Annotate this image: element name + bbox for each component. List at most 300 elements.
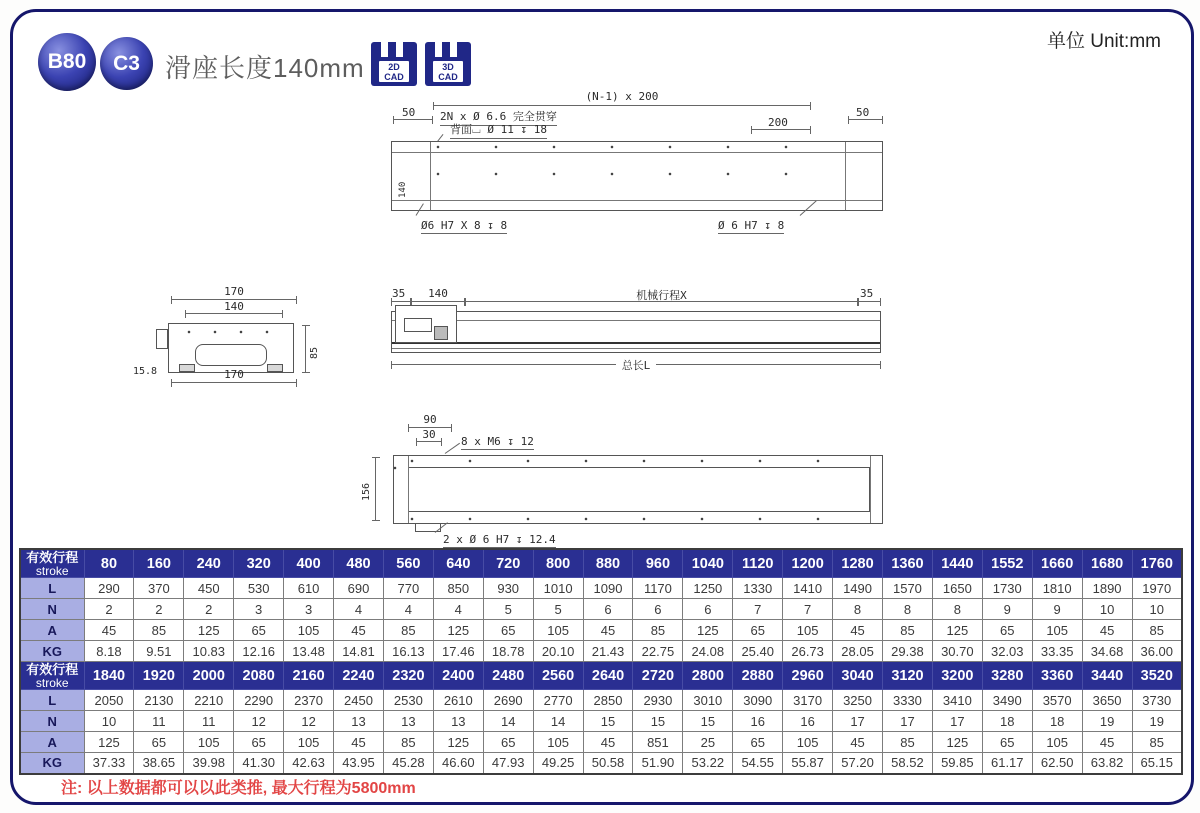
hole-pattern [436,172,842,176]
table-cell: 16 [783,711,833,732]
hole-pattern [410,459,868,463]
dimension-line [858,301,881,302]
cad-disk-icon [425,42,471,86]
table-cell: 37.33 [84,753,134,774]
table-cell: 28.05 [833,641,883,662]
table-cell: 125 [932,620,982,641]
dim-35-right: 35 [860,287,874,300]
table-cell: 3010 [683,690,733,711]
table-cell: 85 [1132,732,1182,753]
table-cell: 85 [883,620,933,641]
table-cell: 59.85 [932,753,982,774]
table-cell: 61.17 [982,753,1032,774]
dim-35-left: 35 [392,287,406,300]
table-cell: 105 [533,620,583,641]
table-cell: 2530 [383,690,433,711]
tap-label: 8 x M6 ↧ 12 [461,435,534,448]
table-cell: 10 [1082,599,1132,620]
dim-50-right: 50 [856,106,870,119]
table-cell: 17 [833,711,883,732]
table-cell: 10 [84,711,134,732]
table-cell: 25.40 [733,641,783,662]
dim-156: 156 [361,482,372,501]
stroke-value-cell: 2080 [234,662,284,690]
table-cell: 65 [234,732,284,753]
table-cell: 18.78 [483,641,533,662]
table-cell: 65 [134,732,184,753]
table-cell: 851 [633,732,683,753]
table-cell: 7 [783,599,833,620]
page-border [10,9,1194,805]
table-cell: 51.90 [633,753,683,774]
hole-note-line2: 背面⌴ Ø 11 ↧ 18 [450,121,547,139]
stroke-value-cell: 720 [483,549,533,578]
table-cell: 2690 [483,690,533,711]
table-cell: 3090 [733,690,783,711]
stroke-value-cell: 2880 [733,662,783,690]
table-cell: 85 [383,732,433,753]
table-cell: 10 [1132,599,1182,620]
table-cell: 85 [633,620,683,641]
type-badge-label: C3 [113,51,140,75]
table-cell: 105 [533,732,583,753]
table-cell: 45 [833,620,883,641]
dim-30: 30 [422,428,436,441]
table-cell: 2 [134,599,184,620]
table-cell: 17 [883,711,933,732]
dim-200: 200 [768,116,788,129]
stroke-header-cell: 有效行程 stroke [20,662,84,690]
table-cell: 24.08 [683,641,733,662]
table-cell: 1970 [1132,578,1182,599]
stroke-value-cell: 2400 [433,662,483,690]
table-cell: 45 [1082,732,1132,753]
table-cell: 530 [234,578,284,599]
table-cell: 12 [234,711,284,732]
table-cell: 450 [184,578,234,599]
rail-body [391,311,881,353]
cad-2d-line2: CAD [384,71,404,82]
model-badge-label: B80 [47,50,87,73]
stroke-dimension-label: 机械行程X [636,289,687,302]
stroke-value-cell: 160 [134,549,184,578]
stroke-value-cell: 3360 [1032,662,1082,690]
table-cell: 1890 [1082,578,1132,599]
stroke-value-cell: 960 [633,549,683,578]
stroke-value-cell: 2960 [783,662,833,690]
table-cell: 85 [134,620,184,641]
dim-carriage: 140 [428,287,448,300]
table-cell: 8 [833,599,883,620]
drawing-bottom-view [353,411,903,546]
table-cell: 65 [733,620,783,641]
stroke-value-cell: 1440 [932,549,982,578]
stroke-value-cell: 1280 [833,549,883,578]
stroke-value-cell: 640 [433,549,483,578]
table-cell: 105 [284,732,334,753]
table-cell: 9.51 [134,641,184,662]
stroke-value-cell: 880 [583,549,633,578]
stroke-value-cell: 1040 [683,549,733,578]
pin-label: 2 x Ø 6 H7 ↧ 12.4 [443,533,556,546]
table-cell: 2370 [284,690,334,711]
stroke-value-cell: 3040 [833,662,883,690]
table-cell: 610 [284,578,334,599]
unit-label: 单位 Unit:mm [1046,31,1161,52]
table-cell: 3730 [1132,690,1182,711]
stroke-header-cell: 有效行程 stroke [20,549,84,578]
table-cell: 3330 [883,690,933,711]
hole-pattern [436,145,842,149]
table-cell: 13 [383,711,433,732]
stroke-value-cell: 1552 [982,549,1032,578]
table-cell: 2 [184,599,234,620]
stroke-value-cell: 1120 [733,549,783,578]
table-cell: 45 [1082,620,1132,641]
dimension-line [185,313,283,314]
table-cell: 7 [733,599,783,620]
table-cell: 770 [383,578,433,599]
table-cell: 125 [433,732,483,753]
row-label-cell: KG [20,753,84,774]
hole-pattern [187,330,275,334]
table-cell: 49.25 [533,753,583,774]
dimension-line [375,457,376,521]
table-cell: 1730 [982,578,1032,599]
table-cell: 6 [683,599,733,620]
table-cell: 22.75 [633,641,683,662]
row-label-cell: A [20,620,84,641]
dim-50-left: 50 [402,106,416,119]
table-cell: 47.93 [483,753,533,774]
stroke-value-cell: 2480 [483,662,533,690]
table-cell: 41.30 [234,753,284,774]
table-cell: 2050 [84,690,134,711]
carriage-block [395,305,457,343]
table-cell: 85 [883,732,933,753]
dim-90: 90 [423,413,437,426]
dimension-line [171,382,297,383]
table-cell: 18 [982,711,1032,732]
stroke-value-cell: 400 [284,549,334,578]
table-cell: 2210 [184,690,234,711]
table-cell: 45 [334,620,384,641]
table-cell: 105 [783,620,833,641]
drawing-cross-section [133,278,333,403]
table-cell: 10.83 [184,641,234,662]
table-cell: 65 [483,732,533,753]
table-cell: 85 [383,620,433,641]
table-cell: 125 [932,732,982,753]
table-cell: 65 [982,732,1032,753]
table-cell: 32.03 [982,641,1032,662]
table-cell: 25 [683,732,733,753]
table-cell: 30.70 [932,641,982,662]
table-cell: 14 [533,711,583,732]
table-cell: 290 [84,578,134,599]
table-cell: 65 [733,732,783,753]
cad-3d-line1: 3D [442,61,454,72]
carriage-body [168,323,294,373]
table-cell: 105 [184,732,234,753]
stroke-value-cell: 1840 [84,662,134,690]
table-cell: 105 [1032,732,1082,753]
stroke-value-cell: 560 [383,549,433,578]
stroke-value-cell: 800 [533,549,583,578]
drawing-side-view [388,286,888,376]
table-cell: 3650 [1082,690,1132,711]
table-cell: 16 [733,711,783,732]
table-cell: 14.81 [334,641,384,662]
table-cell: 3250 [833,690,883,711]
table-cell: 15 [683,711,733,732]
dimension-line [751,129,811,130]
table-cell: 39.98 [184,753,234,774]
table-cell: 45 [583,732,633,753]
table-cell: 3410 [932,690,982,711]
table-cell: 4 [383,599,433,620]
dim-foot: 15.8 [133,366,158,377]
table-cell: 690 [334,578,384,599]
footnote: 注: 以上数据都可以以此类推, 最大行程为5800mm [61,780,416,797]
table-cell: 15 [633,711,683,732]
table-cell: 105 [284,620,334,641]
table-cell: 5 [533,599,583,620]
table-cell: 65 [234,620,284,641]
table-cell: 1810 [1032,578,1082,599]
row-label-cell: N [20,711,84,732]
table-cell: 65.15 [1132,753,1182,774]
table-cell: 8 [932,599,982,620]
table-cell: 12.16 [234,641,284,662]
table-cell: 125 [84,732,134,753]
table-cell: 13.48 [284,641,334,662]
stroke-value-cell: 2320 [383,662,433,690]
table-cell: 2610 [433,690,483,711]
row-label-cell: KG [20,641,84,662]
table-cell: 17.46 [433,641,483,662]
drawing-top-view [388,88,888,243]
stroke-value-cell: 480 [334,549,384,578]
table-cell: 85 [1132,620,1182,641]
stroke-value-cell: 2800 [683,662,733,690]
rail-body [393,455,883,524]
pin-label-left: Ø6 H7 X 8 ↧ 8 [421,219,508,232]
cad-3d-button[interactable] [425,42,471,86]
table-cell: 2 [84,599,134,620]
table-cell: 63.82 [1082,753,1132,774]
total-length-label: 总长L [391,357,881,373]
cad-disk-icon [371,42,417,86]
dimension-line [411,301,465,302]
stroke-value-cell: 1920 [134,662,184,690]
inner-face [408,467,870,512]
table-cell: 3 [234,599,284,620]
table-cell: 36.00 [1132,641,1182,662]
table-cell: 1250 [683,578,733,599]
table-cell: 65 [483,620,533,641]
stroke-value-cell: 3440 [1082,662,1132,690]
row-label-cell: N [20,599,84,620]
table-cell: 8.18 [84,641,134,662]
table-cell: 38.65 [134,753,184,774]
table-cell: 45 [833,732,883,753]
table-cell: 16.13 [383,641,433,662]
table-cell: 15 [583,711,633,732]
table-cell: 55.87 [783,753,833,774]
table-cell: 2930 [633,690,683,711]
table-cell: 1010 [533,578,583,599]
row-label-cell: A [20,732,84,753]
table-cell: 13 [334,711,384,732]
table-cell: 2770 [533,690,583,711]
table-cell: 1650 [932,578,982,599]
table-cell: 62.50 [1032,753,1082,774]
dim-height: 85 [309,346,320,359]
stroke-value-cell: 80 [84,549,134,578]
table-cell: 4 [334,599,384,620]
table-cell: 57.20 [833,753,883,774]
model-badge [38,33,96,91]
stroke-value-cell: 2640 [583,662,633,690]
table-cell: 45.28 [383,753,433,774]
stroke-value-cell: 3200 [932,662,982,690]
hole-note-line1: 2N x Ø 6.6 完全贯穿 [440,108,557,126]
stroke-value-cell: 1680 [1082,549,1132,578]
table-cell: 4 [433,599,483,620]
table-cell: 105 [1032,620,1082,641]
dim-width-bottom: 170 [224,368,244,381]
pin-label-right: Ø 6 H7 ↧ 8 [718,219,785,232]
stroke-spec-table [19,548,1183,775]
hole-pattern [410,517,868,521]
stroke-value-cell: 240 [184,549,234,578]
table-cell: 20.10 [533,641,583,662]
table-cell: 3 [284,599,334,620]
table-cell: 45 [583,620,633,641]
table-cell: 12 [284,711,334,732]
row-label-cell: L [20,578,84,599]
table-cell: 8 [883,599,933,620]
table-cell: 65 [982,620,1032,641]
dimension-line [305,325,306,373]
dimension-line [391,301,411,302]
page-title: 滑座长度140mm [165,53,365,83]
table-cell: 1570 [883,578,933,599]
table-cell: 2450 [334,690,384,711]
table-cell: 3170 [783,690,833,711]
table-cell: 43.95 [334,753,384,774]
table-cell: 105 [783,732,833,753]
cad-2d-button[interactable] [371,42,417,86]
stroke-value-cell: 1660 [1032,549,1082,578]
table-cell: 1490 [833,578,883,599]
dimension-line [433,105,811,106]
dim-width-top: 170 [224,285,244,298]
rail-body [391,141,883,211]
stroke-value-cell: 1360 [883,549,933,578]
table-cell: 45 [84,620,134,641]
table-cell: 34.68 [1082,641,1132,662]
cad-2d-line1: 2D [388,61,400,72]
type-badge [100,37,153,90]
table-cell: 850 [433,578,483,599]
table-cell: 125 [433,620,483,641]
stroke-value-cell: 1200 [783,549,833,578]
stroke-value-cell: 3120 [883,662,933,690]
table-cell: 3490 [982,690,1032,711]
table-cell: 53.22 [683,753,733,774]
stroke-value-cell: 2240 [334,662,384,690]
dimension-line [393,119,433,120]
table-cell: 1170 [633,578,683,599]
dimension-line [848,119,883,120]
table-cell: 54.55 [733,753,783,774]
table-cell: 33.35 [1032,641,1082,662]
table-cell: 46.60 [433,753,483,774]
table-cell: 14 [483,711,533,732]
table-cell: 21.43 [583,641,633,662]
table-cell: 13 [433,711,483,732]
table-cell: 26.73 [783,641,833,662]
stroke-value-cell: 1760 [1132,549,1182,578]
dim-pitch: (N-1) x 200 [585,90,659,103]
row-label-cell: L [20,690,84,711]
table-cell: 19 [1082,711,1132,732]
table-cell: 42.63 [284,753,334,774]
table-cell: 1410 [783,578,833,599]
table-cell: 1090 [583,578,633,599]
table-cell: 18 [1032,711,1082,732]
table-cell: 50.58 [583,753,633,774]
table-cell: 17 [932,711,982,732]
table-cell: 125 [184,620,234,641]
table-cell: 3570 [1032,690,1082,711]
table-cell: 9 [982,599,1032,620]
cad-3d-line2: CAD [438,71,458,82]
table-cell: 45 [334,732,384,753]
dim-slot: 140 [224,300,244,313]
dimension-line [416,441,442,442]
dim-140-vertical: 140 [398,181,408,198]
table-cell: 370 [134,578,184,599]
table-cell: 2850 [583,690,633,711]
leader-line [445,443,460,454]
slot-opening [195,344,267,366]
table-cell: 1330 [733,578,783,599]
stroke-value-cell: 2720 [633,662,683,690]
table-cell: 125 [683,620,733,641]
table-cell: 2130 [134,690,184,711]
side-tab [156,329,168,349]
stroke-value-cell: 3280 [982,662,1032,690]
table-cell: 11 [184,711,234,732]
stroke-value-cell: 3520 [1132,662,1182,690]
table-cell: 6 [633,599,683,620]
table-cell: 2290 [234,690,284,711]
stroke-value-cell: 2560 [533,662,583,690]
stroke-value-cell: 320 [234,549,284,578]
table-cell: 5 [483,599,533,620]
table-cell: 58.52 [883,753,933,774]
table-cell: 9 [1032,599,1082,620]
table-cell: 6 [583,599,633,620]
table-cell: 11 [134,711,184,732]
table-cell: 930 [483,578,533,599]
stroke-value-cell: 2000 [184,662,234,690]
table-cell: 29.38 [883,641,933,662]
stroke-value-cell: 2160 [284,662,334,690]
